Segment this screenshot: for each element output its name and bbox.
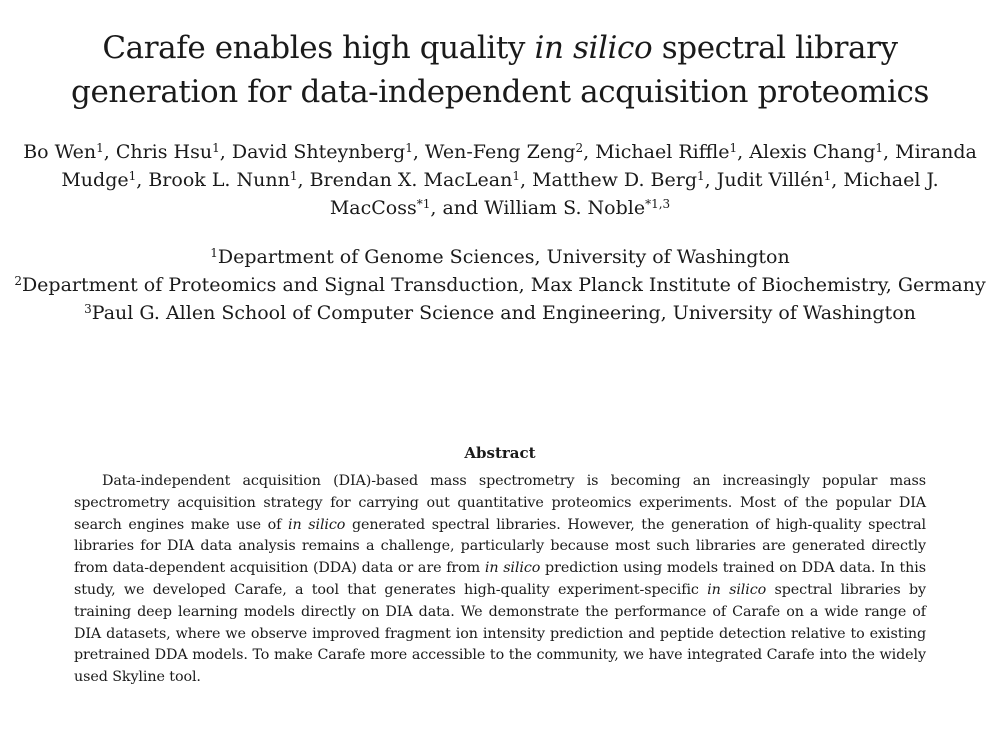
author-separator: , bbox=[831, 169, 844, 191]
author-affil-mark: 1 bbox=[512, 168, 520, 183]
author-affil-mark: *1 bbox=[416, 196, 431, 211]
author-list bbox=[10, 138, 990, 222]
abstract-text: spectral libraries by training deep learning models directly on DIA data. We demonstrate the performance of Carafe on a wide range of DIA datasets, where we observe improved fragment ion intensity prediction and peptide detection relative to existing pretrained DDA models. To make Carafe more accessible to the community, we have integrated Carafe into the widely used Skyline tool. bbox=[74, 581, 927, 686]
abstract-text: Data-independent acquisition (DIA)-based mass spectrometry is becoming an increasingly popular mass spectrometry acquisition strategy for carrying out quantitative proteomics experiments. Most of the popular DIA search engines make use of bbox=[74, 473, 926, 533]
author-affil-mark: 1 bbox=[697, 168, 705, 183]
abstract-heading: Abstract bbox=[464, 444, 536, 462]
author-separator: , bbox=[297, 169, 310, 191]
author-separator: , bbox=[737, 141, 750, 163]
author-affil-mark: 1 bbox=[875, 140, 884, 155]
author-name: Judit Villén bbox=[716, 169, 824, 191]
author-separator: , bbox=[883, 141, 896, 163]
author-separator: , bbox=[219, 141, 232, 163]
author-name: William S. Noble bbox=[484, 197, 646, 219]
author-separator: , bbox=[412, 141, 425, 163]
author-affil-mark: 1 bbox=[405, 140, 413, 155]
author-affil-mark: 1 bbox=[289, 168, 298, 183]
affiliation-mark: 2 bbox=[14, 273, 22, 288]
author-affil-mark: 2 bbox=[575, 140, 584, 155]
author-separator: , bbox=[583, 141, 596, 163]
abstract-italic: in silico bbox=[707, 581, 767, 598]
author-name: Brook L. Nunn bbox=[148, 169, 290, 191]
title-text-1: Carafe enables high quality bbox=[102, 30, 535, 66]
author-name: Miranda Mudge bbox=[61, 141, 977, 191]
affiliation-text: Department of Genome Sciences, University of Washington bbox=[217, 246, 790, 268]
affiliation-list bbox=[10, 243, 990, 327]
author-affil-mark: *1,3 bbox=[645, 196, 671, 211]
author-affil-mark: 1 bbox=[212, 140, 220, 155]
abstract-italic: in silico bbox=[484, 560, 541, 577]
author-name: Wen-Feng Zeng bbox=[424, 141, 576, 163]
abstract-text: prediction using models trained on DDA data. In this study, we developed Carafe, a tool that generates high-quality experiment-specific bbox=[74, 560, 926, 598]
author-name: Alexis Chang bbox=[749, 141, 876, 163]
title-text-2: spectral library generation for data-independent acquisition proteomics bbox=[71, 30, 929, 110]
author-separator: , bbox=[136, 169, 149, 191]
author-name: Brendan X. MacLean bbox=[309, 169, 513, 191]
abstract-body bbox=[74, 471, 926, 689]
author-name: Matthew D. Berg bbox=[532, 169, 698, 191]
affiliation-item bbox=[10, 271, 990, 299]
author-name: Michael J. MacCoss bbox=[329, 169, 939, 219]
author-name: Chris Hsu bbox=[115, 141, 213, 163]
title-italic: in silico bbox=[534, 30, 653, 66]
affiliation-text: Department of Proteomics and Signal Transduction, Max Planck Institute of Biochemistry, Germany bbox=[21, 274, 986, 296]
author-separator: , bbox=[519, 169, 533, 191]
author-affil-mark: 1 bbox=[96, 140, 104, 155]
abstract-italic: in silico bbox=[288, 516, 346, 533]
author-affil-mark: 1 bbox=[128, 168, 137, 183]
affiliation-mark: 1 bbox=[210, 245, 218, 260]
abstract-text: generated spectral libraries. However, the generation of high-quality spectral libraries for DIA data analysis remains a challenge, particularly because most such libraries are generated directly from data-dependent acquisition (DDA) data or are from bbox=[74, 516, 926, 577]
paper-title bbox=[20, 26, 980, 114]
author-separator: , bbox=[704, 169, 717, 191]
author-separator: , and bbox=[430, 197, 485, 219]
affiliation-text: Paul G. Allen School of Computer Science and Engineering, University of Washington bbox=[91, 302, 916, 324]
author-name: David Shteynberg bbox=[231, 141, 406, 163]
author-name: Bo Wen bbox=[23, 141, 97, 163]
author-name: Michael Riffle bbox=[595, 141, 730, 163]
affiliation-mark: 3 bbox=[84, 301, 92, 316]
author-affil-mark: 1 bbox=[729, 140, 738, 155]
affiliation-item bbox=[10, 299, 990, 327]
author-separator: , bbox=[103, 141, 116, 163]
author-affil-mark: 1 bbox=[823, 168, 832, 183]
affiliation-item bbox=[10, 243, 990, 271]
